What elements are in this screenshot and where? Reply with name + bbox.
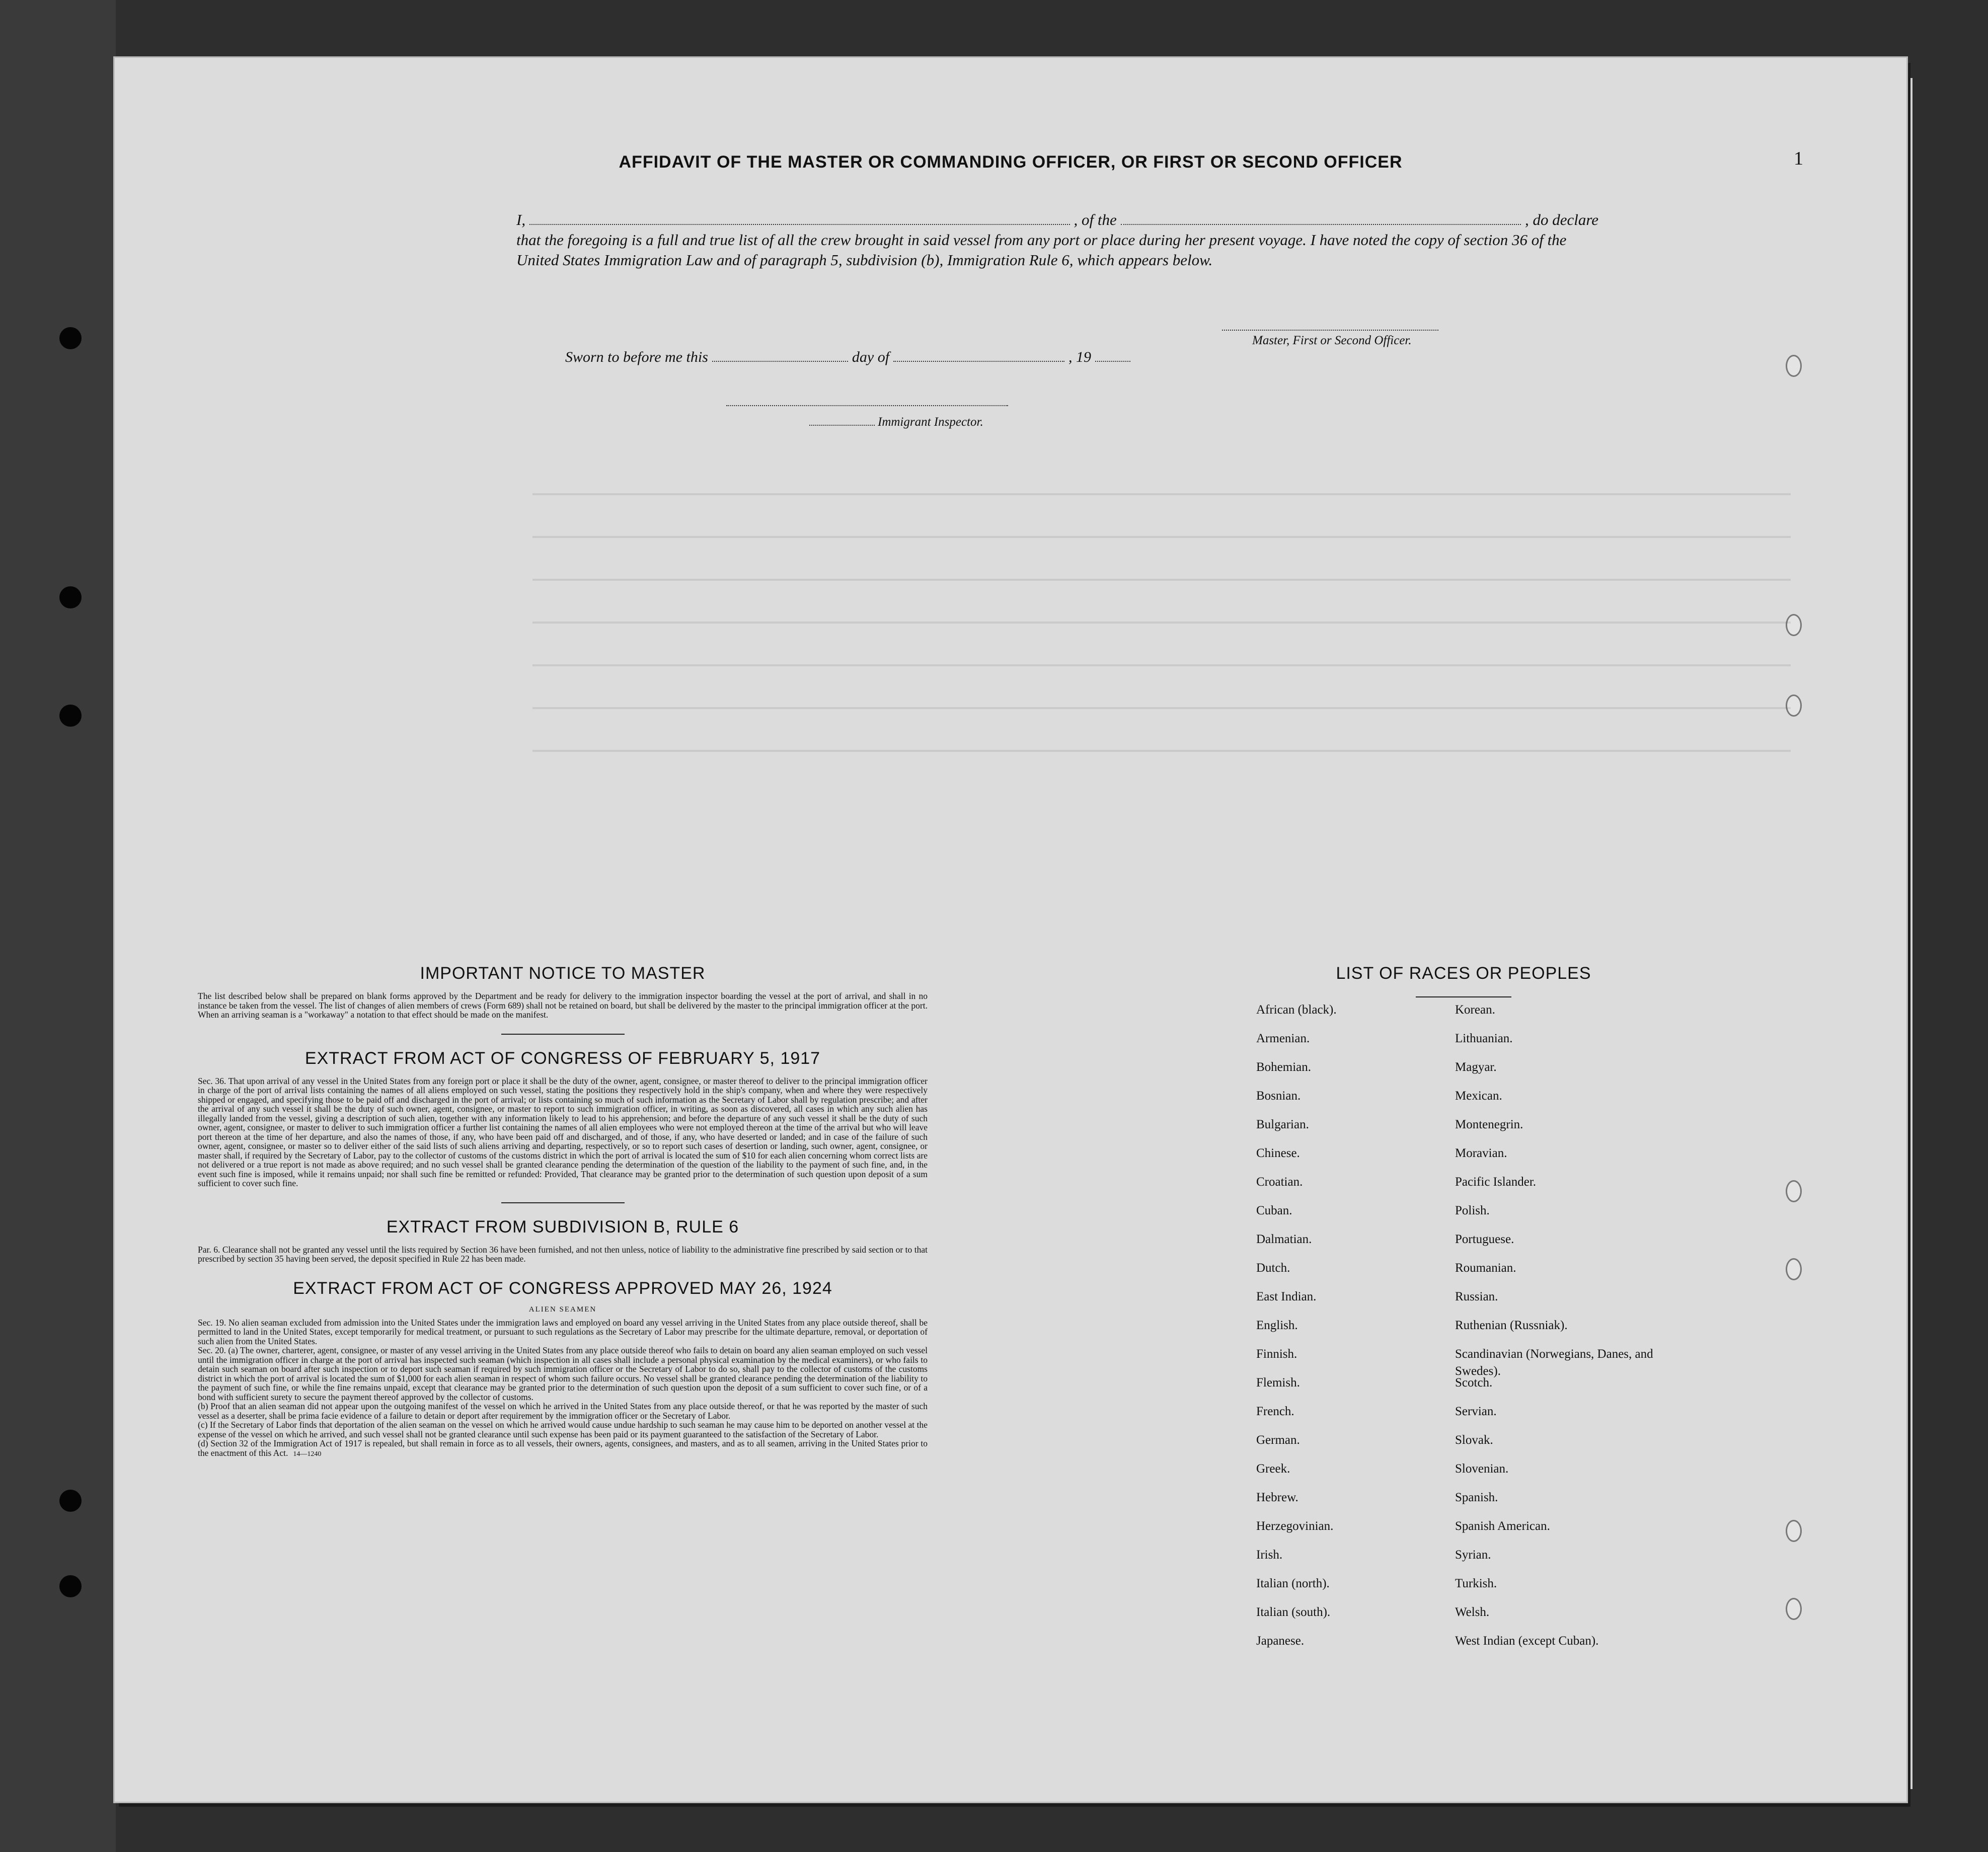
race-item: Herzegovinian. [1256, 1519, 1334, 1533]
ring-hole [1786, 1520, 1802, 1542]
race-item: Mexican. [1455, 1089, 1502, 1103]
race-item: Pacific Islander. [1455, 1175, 1537, 1189]
race-item: Armenian. [1256, 1032, 1310, 1045]
divider [1416, 996, 1511, 997]
extract-1917-text: Sec. 36. That upon arrival of any vessel in the United States from any foreign port or place it shall be the duty of the owner, agent, consignee, or master thereof to deliver to the principal immigration officer in charge of the port of arrival lists containing the names of all aliens employed on such vessel, stating the positions they respectively hold in the ship's company, when and where they were respectively shipped or engaged, and specifying those to be paid off and discharged in the port of arrival; or lists containing so much of such information as the Secretary of Labor shall by regulation prescribe; and after the arrival of any such vessel it shall be the duty of such owner, agent, consignee, or master to report to such immigration officer, in writing, as soon as discovered, all cases in which any such alien has illegally landed from the vessel, giving a description of such alien, together with any information likely to lead to his apprehension; and before the departure of any such vessel it shall be the duty of such owner, agent, consignee, or master to deliver to such immigration officer a further list containing the names of all alien employees who were not employed thereon at the time of the arrival but who will leave port thereon at the time of her departure, and also the names of those, if any, who have been paid off and discharged, and of those, if any, who have deserted or landed; and in case of the failure of such owner, agent, consignee, or master so to deliver either of the said lists of such aliens arriving and departing, respectively, or so to report such cases of desertion or landing, such owner, agent, consignee, or master shall, if required by the Secretary of Labor, pay to the collector of customs of the customs district in which the port of arrival is located the sum of $10 for each alien concerning whom correct lists are not delivered or a true report is not made as above required; and no such vessel shall be granted clearance pending the determination of the question of the liability to the payment of such fine, and, in the event such fine is imposed, while it remains unpaid; nor shall such fine be remitted or refunded: Provided, That clearance may be granted prior to the determination of such question upon deposit of a sum sufficient to cover such fine. [198, 1075, 928, 1188]
ring-hole [1786, 1180, 1802, 1202]
year-prefix: , 19 [1068, 349, 1092, 365]
sworn-prefix: Sworn to before me this [565, 349, 708, 365]
race-item: Bulgarian. [1256, 1118, 1309, 1131]
race-item: Japanese. [1256, 1634, 1305, 1648]
punch-hole [59, 1575, 82, 1597]
alien-seamen-heading: ALIEN SEAMEN [528, 1305, 597, 1314]
sworn-line [565, 349, 1134, 366]
race-item: Slovak. [1455, 1433, 1493, 1447]
race-item: Greek. [1256, 1462, 1290, 1476]
form-number: 14—1240 [293, 1450, 322, 1458]
race-item: Slovenian. [1455, 1462, 1509, 1476]
extract-rule6-title: EXTRACT FROM SUBDIVISION B, RULE 6 [386, 1217, 739, 1237]
declaration-block [516, 210, 1598, 270]
race-item: Magyar. [1455, 1060, 1497, 1074]
ring-hole [1786, 1258, 1802, 1280]
race-item: Chinese. [1256, 1146, 1300, 1160]
race-item: Irish. [1256, 1548, 1283, 1562]
race-item: West Indian (except Cuban). [1455, 1634, 1599, 1648]
races-title: LIST OF RACES OR PEOPLES [1336, 964, 1591, 983]
race-item: Italian (south). [1256, 1605, 1331, 1619]
sec20a-text: Sec. 20. (a) The owner, charterer, agent, consignee, or master of any vessel arriving in the United States from any place outside thereof who fails to detain on board any alien seaman employed on such vessel until the immigration officer in charge at the port of arrival has inspected such seaman (which inspection in all cases shall include a personal physical examination by the medical examiners), or who fails to detain such seaman on board after such inspection or to deport such seaman if required by such immigration officer or the Secretary of Labor to do so, shall pay to the collector of customs of the customs district in which the port of arrival is located the sum of $1,000 for each alien seaman in respect of whom such failure occurs. No vessel shall be granted clearance pending the determination of the liability to the payment of such fine, or while the fine remains unpaid, except that clearance may be granted prior to the determination of such question upon the deposit of a sum sufficient to cover such fine, or of a bond with sufficient surety to secure the payment thereof approved by the collector of customs. [198, 1345, 928, 1402]
day-blank [712, 361, 848, 362]
race-item: Scotch. [1455, 1376, 1493, 1390]
punch-hole [59, 705, 82, 727]
race-item: Welsh. [1455, 1605, 1490, 1619]
race-item: Lithuanian. [1455, 1032, 1513, 1045]
inspector-caption-row [809, 415, 983, 429]
race-item: Spanish. [1455, 1491, 1498, 1504]
divider [501, 1202, 625, 1203]
punch-hole [59, 586, 82, 608]
i-label: I, [516, 211, 526, 228]
punch-hole [59, 327, 82, 349]
ring-hole [1786, 1598, 1802, 1620]
do-declare-label: , do declare [1524, 211, 1598, 228]
sec19-text: Sec. 19. No alien seaman excluded from admission into the United States under the immigration laws and employed on board any vessel arriving in the United States from any place outside thereof, shall be permitted to land in the United States, except temporarily for medical treatment, or pursuant to such regulations as the Secretary of Labor may prescribe for the ultimate departure, removal, or deportation of such alien from the United States. [198, 1317, 928, 1346]
race-item: Ruthenian (Russniak). [1455, 1319, 1568, 1332]
race-item: Portuguese. [1455, 1232, 1514, 1246]
binder-background [0, 0, 116, 1852]
notice-title: IMPORTANT NOTICE TO MASTER [420, 964, 706, 983]
race-item: Dalmatian. [1256, 1232, 1312, 1246]
ring-hole [1786, 355, 1802, 377]
affidavit-title: AFFIDAVIT OF THE MASTER OR COMMANDING OFFICER, OR FIRST OR SECOND OFFICER [619, 152, 1403, 172]
races-column [1242, 964, 1685, 1661]
race-item: Bosnian. [1256, 1089, 1301, 1103]
race-item: Flemish. [1256, 1376, 1300, 1390]
year-blank [1095, 361, 1130, 362]
day-of-label: day of [852, 349, 890, 365]
race-item: African (black). [1256, 1003, 1337, 1017]
name-blank [529, 224, 1069, 225]
vessel-blank [1121, 224, 1521, 225]
race-item: German. [1256, 1433, 1300, 1447]
races-list [1256, 1001, 1685, 1661]
race-item: Moravian. [1455, 1146, 1507, 1160]
master-signature-caption: Master, First or Second Officer. [1252, 334, 1412, 347]
race-item: Spanish American. [1455, 1519, 1550, 1533]
extract-1924-title: EXTRACT FROM ACT OF CONGRESS APPROVED MAY 26, 1924 [293, 1278, 832, 1298]
manifest-page [115, 58, 1906, 1802]
race-item: Korean. [1455, 1003, 1495, 1017]
race-item: Polish. [1455, 1204, 1490, 1217]
of-the-label: , of the [1074, 211, 1117, 228]
sec20d-body: (d) Section 32 of the Immigration Act of 1917 is repealed, but shall remain in force as to all vessels, their owners, agents, consignees, and masters, and as to all seamen, arriving in the United States prior to the enactment of this Act. [198, 1438, 928, 1458]
inspector-blank [809, 425, 875, 426]
notice-text: The list described below shall be prepared on blank forms approved by the Department and be ready for delivery to the immigration inspector boarding the vessel at the port of arrival, and shall in no instance be taken from the vessel. The list of changes of alien members of crews (Form 689) shall not be retained on board, but shall be delivered by the master to the principal immigration officer at the port. When an arriving seaman is a "workaway" a notation to that effect should be made on the manifest. [198, 991, 928, 1020]
race-item: Finnish. [1256, 1347, 1297, 1361]
race-item: English. [1256, 1319, 1298, 1332]
race-item: Bohemian. [1256, 1060, 1312, 1074]
race-item: French. [1256, 1405, 1294, 1418]
divider [501, 1034, 625, 1035]
race-item: East Indian. [1256, 1290, 1317, 1303]
race-item: Scandinavian (Norwegians, Danes, and Swedes). [1455, 1347, 1653, 1378]
race-item: Dutch. [1256, 1261, 1290, 1275]
declaration-text: that the foregoing is a full and true list of all the crew brought in said vessel from any port or place during her present voyage. I have noted the copy of section 36 of the United States Immigration Law and of paragraph 5, subdivision (b), Immigration Rule 6, which appears below. [516, 231, 1567, 269]
race-item: Croatian. [1256, 1175, 1303, 1189]
page-mark: 1 [1794, 148, 1803, 169]
master-signature-line [1222, 330, 1438, 331]
inspector-signature-line [726, 405, 1008, 406]
notice-column [198, 964, 928, 1459]
race-item: Hebrew. [1256, 1491, 1298, 1504]
race-item: Roumanian. [1455, 1261, 1516, 1275]
race-item: Russian. [1455, 1290, 1498, 1303]
race-item: Servian. [1455, 1405, 1497, 1418]
punch-hole [59, 1490, 82, 1512]
sec20b-text: (b) Proof that an alien seaman did not appear upon the outgoing manifest of the vessel on which he arrived in the United States from any place outside thereof, or that he was reported by the master of such vessel as a deserter, shall be prima facie evidence of a failure to detain or deport after requirement by the immigration officer or the Secretary of Labor. [198, 1401, 928, 1421]
sec20d-text [198, 1439, 928, 1459]
race-item: Syrian. [1455, 1548, 1491, 1562]
declaration-first-line [516, 210, 1598, 230]
inspector-caption: Immigrant Inspector. [878, 415, 983, 429]
race-item: Montenegrin. [1455, 1118, 1523, 1131]
race-item: Italian (north). [1256, 1577, 1330, 1590]
race-item: Cuban. [1256, 1204, 1292, 1217]
extract-rule6-text: Par. 6. Clearance shall not be granted any vessel until the lists required by Section 36 have been furnished, and not then unless, notice of liability to the administrative fine prescribed by said section or to that prescribed by section 35 having been served, the deposit specified in Rule 22 has been made. [198, 1244, 928, 1264]
race-item: Turkish. [1455, 1577, 1497, 1590]
month-blank [893, 361, 1064, 362]
sec20c-text: (c) If the Secretary of Labor finds that deportation of the alien seaman on the vessel on which he arrived would cause undue hardship to such seaman he may cause him to be deported on another vessel at the expense of the vessel on which he arrived, and such vessel shall not be granted clearance until such expense has been paid or its payment guaranteed to the satisfaction of the Secretary of Labor. [198, 1420, 928, 1439]
extract-1917-title: EXTRACT FROM ACT OF CONGRESS OF FEBRUARY 5, 1917 [304, 1048, 821, 1068]
bleed-through-area [532, 471, 1791, 773]
